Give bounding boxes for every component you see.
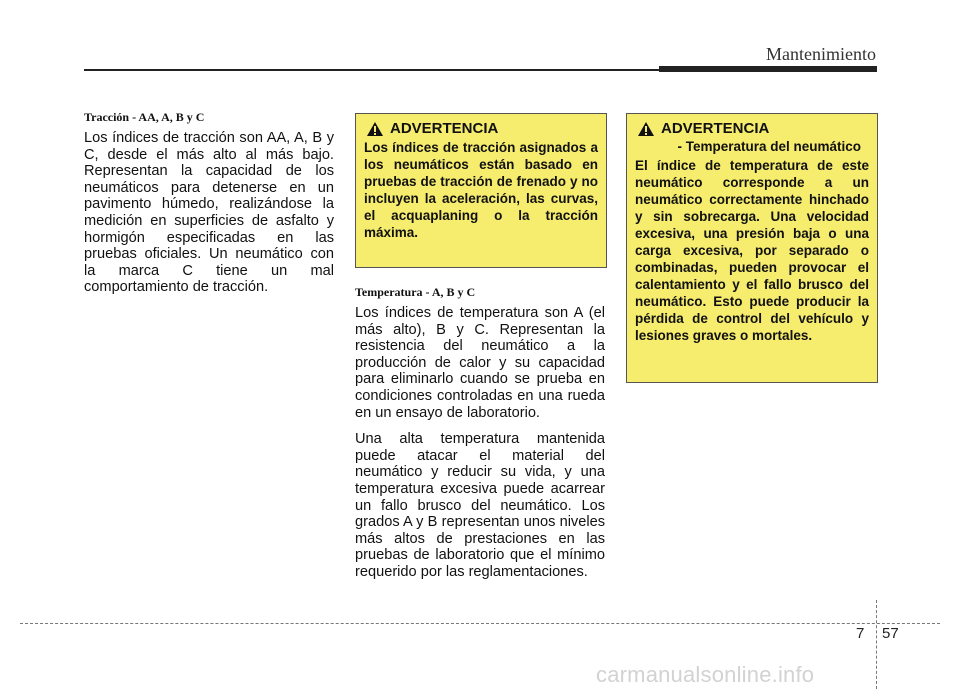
header-rule — [84, 69, 659, 71]
temperature-heading: Temperatura - A, B y C — [355, 285, 476, 299]
header-rule-thick — [659, 66, 877, 72]
warning-box-traction — [355, 113, 607, 268]
warning-box-temperature — [626, 113, 878, 383]
temperature-paragraph-2: Una alta temperatura mantenida puede atacar el material del neumático y reducir su vida, y una temperatura excesiva puede acarrear un fallo brusco del neumático. Los grados A y B representan unos niveles más altos de prestaciones en las pruebas de laboratorio que el mínimo requerido por las reglamentaciones. — [355, 431, 605, 580]
warning-triangle-icon — [366, 121, 384, 137]
watermark: carmanualsonline.info — [596, 662, 815, 687]
traction-heading: Tracción - AA, A, B y C — [84, 110, 205, 124]
temperature-paragraph-1: Los índices de temperatura son A (el más alto), B y C. Representan la resistencia del neumático a la producción de calor y su capacidad para eliminarlo cuando se prueba en condiciones controladas en una rueda en un ensayo de laboratorio. — [355, 305, 605, 421]
warning-text: Los índices de tracción asignados a los neumáticos están basado en pruebas de tracción de frenado y no incluyen la aceleración, las curvas, el acquaplaning o la tracción máxima. — [364, 140, 598, 240]
traction-section — [84, 110, 334, 306]
warning-title: ADVERTENCIA — [661, 120, 770, 137]
footer-divider — [876, 600, 877, 689]
page-header-title: Mantenimiento — [766, 44, 876, 64]
warning-triangle-icon — [637, 121, 655, 137]
page-number: 57 — [882, 625, 899, 642]
temperature-section — [355, 285, 605, 591]
warning-title: ADVERTENCIA — [390, 120, 499, 137]
footer-rule — [20, 623, 940, 624]
warning-header — [637, 120, 869, 137]
chapter-number: 7 — [856, 625, 865, 642]
warning-text: El índice de temperatura de este neumático corresponde a un neumático correctamente hinchado y sin sobrecarga. Una velocidad excesiva, una presión baja o una carga excesiva, por separado o combinadas, pueden provocar el calentamiento y el fallo brusco del neumático. Esto puede producir la pérdida de control del vehículo y lesiones graves o mortales. — [635, 158, 869, 343]
warning-header — [366, 120, 598, 137]
traction-paragraph: Los índices de tracción son AA, A, B y C, desde el más alto al más bajo. Representan la capacidad de los neumáticos para detenerse en un pavimento húmedo, realizándose la medición en superficies de asfalto y hormigón especificadas en las pruebas oficiales. Un neumático con la marca C tiene un mal comportamiento de tracción. — [84, 130, 334, 296]
warning-subtitle: - Temperatura del neumático — [677, 139, 861, 154]
